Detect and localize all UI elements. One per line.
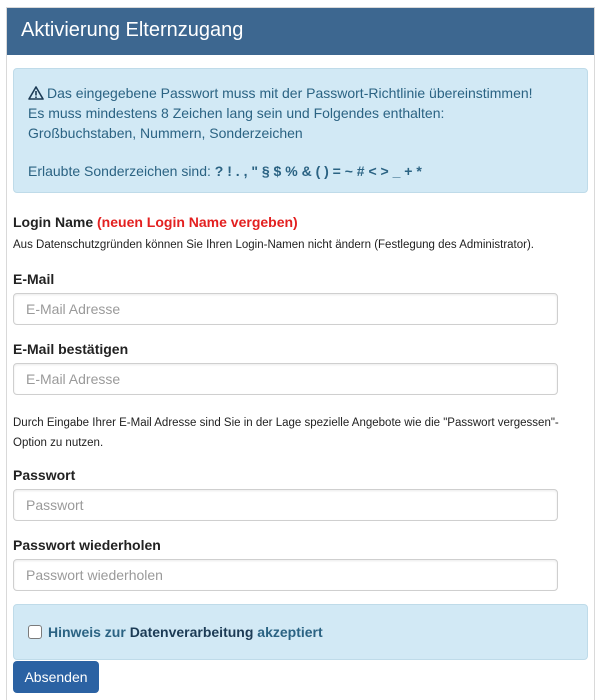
- consent-label[interactable]: [48, 624, 323, 640]
- email-benefit-note: Durch Eingabe Ihrer E-Mail Adresse sind Sie in der Lage spezielle Angebote wie die "Passwort vergessen"-Option zu nutzen.: [13, 417, 559, 449]
- policy-line-2: Es muss mindestens 8 Zeichen lang sein und Folgendes enthalten:: [28, 105, 445, 121]
- password-repeat-input[interactable]: [13, 559, 558, 591]
- data-processing-link[interactable]: Datenverarbeitung: [129, 624, 254, 640]
- login-name-hint: (neuen Login Name vergeben): [97, 214, 298, 230]
- consent-prefix: Hinweis zur: [48, 624, 126, 640]
- login-name-text: Login Name: [13, 214, 94, 230]
- warning-triangle-icon: [28, 86, 44, 100]
- login-privacy-note: Aus Datenschutzgründen können Sie Ihren Login-Namen nicht ändern (Festlegung des Administrator).: [13, 239, 534, 251]
- consent-suffix: akzeptiert: [257, 624, 323, 640]
- allowed-chars-label: Erlaubte Sonderzeichen sind:: [28, 163, 211, 179]
- password-input[interactable]: [13, 489, 558, 521]
- consent-checkbox[interactable]: [28, 625, 42, 639]
- email-confirm-input[interactable]: [13, 363, 558, 395]
- login-name-label: [13, 214, 298, 230]
- policy-line-1: Das eingegebene Passwort muss mit der Passwort-Richtlinie übereinstimmen!: [47, 85, 533, 101]
- allowed-chars-line: [28, 163, 422, 179]
- password-label: Passwort: [13, 467, 76, 483]
- email-input[interactable]: [13, 293, 558, 325]
- page-title: Aktivierung Elternzugang: [21, 19, 244, 41]
- policy-line-3: Großbuchstaben, Nummern, Sonderzeichen: [28, 125, 303, 141]
- allowed-chars-list: ? ! . , " § $ % & ( ) = ~ # < > _ + *: [214, 163, 422, 179]
- panel-header: [7, 8, 594, 55]
- password-repeat-label: Passwort wiederholen: [13, 537, 161, 553]
- consent-box: [13, 604, 588, 660]
- password-policy-alert: [13, 68, 588, 193]
- email-label: E-Mail: [13, 271, 55, 287]
- submit-button[interactable]: Absenden: [13, 661, 99, 693]
- email-confirm-label: E-Mail bestätigen: [13, 341, 129, 357]
- activation-panel: [6, 7, 595, 700]
